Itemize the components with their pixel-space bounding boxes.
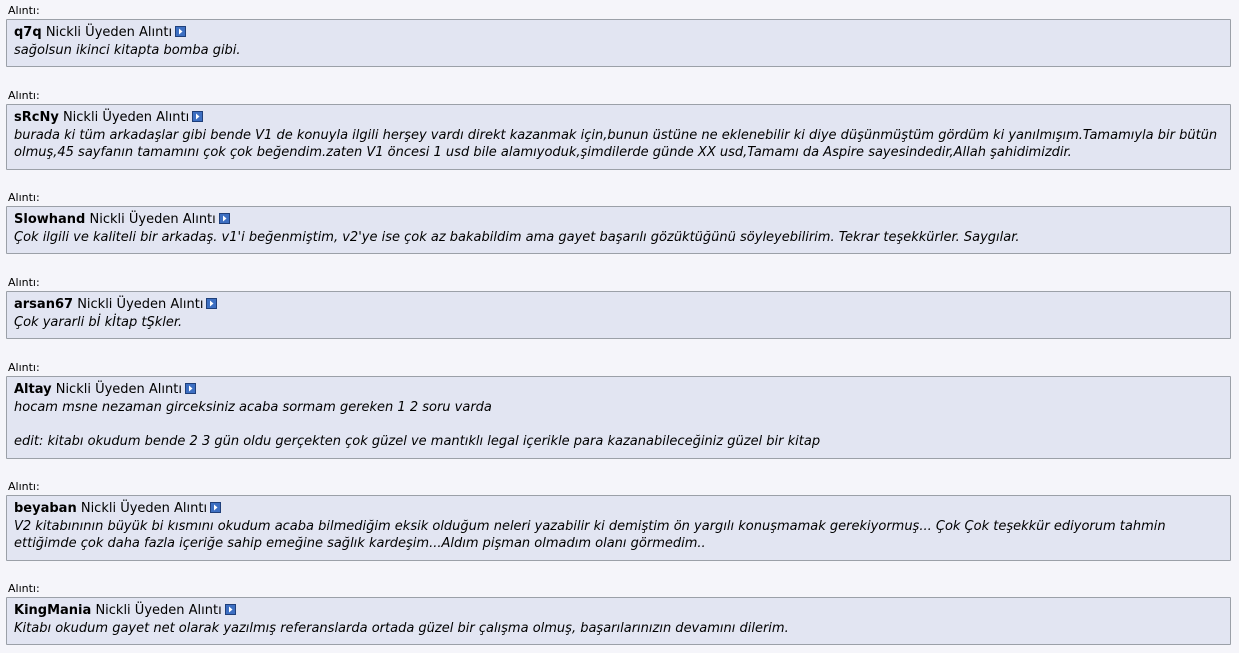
quote-header [14,110,1223,127]
quote-suffix: Nickli Üyeden Alıntı [95,603,222,618]
quote-header [14,603,1223,620]
quote-block [6,361,1231,459]
view-post-icon[interactable] [192,111,203,122]
quote-header [14,382,1223,399]
view-post-icon[interactable] [185,383,196,394]
view-post-icon[interactable] [175,26,186,37]
quote-text: sağolsun ikinci kitapta bomba gibi. [14,43,241,58]
quote-text: Kitabı okudum gayet net olarak yazılmış referanslarda ortada güzel bir çalışma olmuş, başarılarınızın devamını dilerim. [14,621,789,636]
quote-text: Çok ilgili ve kaliteli bir arkadaş. v1'i beğenmiştim, v2'ye ise çok az bakabildim ama gayet başarılı gözüktüğünü söyleyebilirim. Tekrar teşekkürler. Saygılar. [14,230,1020,245]
quote-username[interactable]: KingMania [14,603,92,618]
quote-box [6,104,1231,170]
quote-username[interactable]: arsan67 [14,297,74,312]
quote-suffix: Nickli Üyeden Alıntı [80,501,208,516]
quote-caption: Alıntı: [8,276,40,289]
quote-header [14,212,1223,229]
quote-header [14,297,1223,314]
quote-caption: Alıntı: [8,89,40,102]
quote-username[interactable]: Slowhand [14,212,86,227]
quote-caption: Alıntı: [8,582,40,595]
quote-text: hocam msne nezaman girceksiniz acaba sormam gereken 1 2 soru varda edit: kitabı okudum bende 2 3 gün oldu gerçekten çok güzel ve mantıklı legal içerikle para kazanabileceğiniz güzel bir kitap [14,400,821,449]
quote-caption: Alıntı: [8,480,40,493]
quote-box [6,19,1231,67]
view-post-icon[interactable] [225,604,236,615]
quote-caption: Alıntı: [8,191,40,204]
quote-box [6,495,1231,561]
quote-block [6,89,1231,170]
quote-box [6,206,1231,254]
quote-caption: Alıntı: [8,361,40,374]
quote-suffix: Nickli Üyeden Alıntı [45,25,173,40]
quote-username[interactable]: sRcNy [14,110,59,125]
quote-box [6,376,1231,459]
quote-block [6,191,1231,254]
quote-text: V2 kitabınının büyük bi kısmını okudum acaba bilmediğim eksik olduğum neleri yazabilir ki demiştim ön yargılı konuşmamak gerekiyormuş... Çok Çok teşekkür ediyorum tahmin ettiğimde çok daha fazla içeriğe sahip emeğine sağlık kardeşim...Aldım pişman olmadım olanı görmedim.. [14,519,1170,551]
view-post-icon[interactable] [210,502,221,513]
quote-suffix: Nickli Üyeden Alıntı [77,297,204,312]
quote-suffix: Nickli Üyeden Alıntı [55,382,182,397]
quote-suffix: Nickli Üyeden Alıntı [89,212,216,227]
quote-username[interactable]: Altay [14,382,52,397]
quote-suffix: Nickli Üyeden Alıntı [62,110,190,125]
quote-block [6,480,1231,561]
quote-block [6,4,1231,67]
view-post-icon[interactable] [206,298,217,309]
quote-block [6,582,1231,645]
quote-text: Çok yararli bİ kİtap tŞkler. [14,315,183,330]
view-post-icon[interactable] [219,213,230,224]
quote-caption: Alıntı: [8,4,40,17]
quote-box [6,291,1231,339]
quote-header [14,25,1223,42]
quote-block [6,276,1231,339]
quote-username[interactable]: q7q [14,25,42,40]
quote-header [14,501,1223,518]
quote-text: burada ki tüm arkadaşlar gibi bende V1 de konuyla ilgili herşey vardı direkt kazanmak için,bunun üstüne ne eklenebilir ki diye düşünmüştüm gördüm ki yanılmışım.Tamamıyla bir bütün olmuş,45 sayfanın tamamını çok çok beğendim.zaten V1 öncesi 1 usd bile alamıyoduk,şimdilerde günde XX usd,Tamamı da Aspire sayesindedir,Allah şahidimizdir. [14,128,1222,160]
quote-username[interactable]: beyaban [14,501,77,516]
quote-box [6,597,1231,645]
